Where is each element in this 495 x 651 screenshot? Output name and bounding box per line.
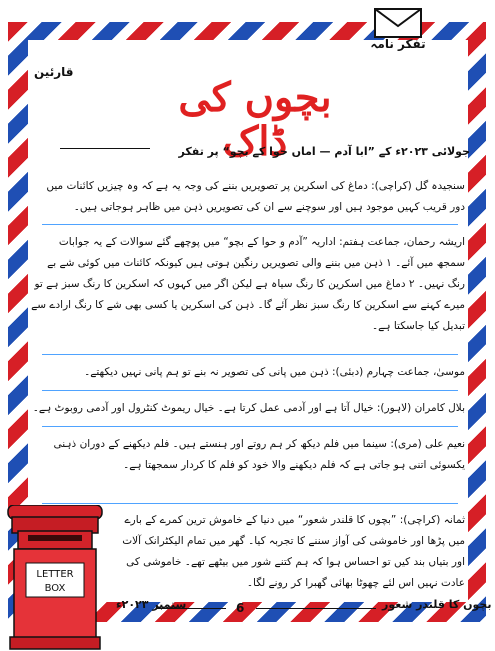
footer-date: ستمبر ۲۰۲۳ء [116, 598, 187, 611]
separator [42, 354, 458, 355]
readers-label: قارئین [34, 65, 74, 79]
separator [42, 503, 458, 504]
footer-rule [256, 608, 376, 609]
envelope-icon [374, 8, 422, 38]
letter-entry: اریشہ رحمان، جماعت ہفتم: اداریہ ”آدم و حوا کے بچو“ میں پوچھے گئے سوالات کے یہ جوابات سمجھ میں آئے۔ ۱ ذہن میں بننے والی تصویریں رنگین ہوتی ہیں کیونکہ کائنات میں کوئی شے بے رنگ نہیں۔ ۲ دماغ میں اسکرین کا رنگ سیاہ ہے لیکن اگر میں کہوں کہ اسکرین کا رنگ سبز ہے تو میرے کہنے سے اسکرین کا رنگ سبز نظر آئے گا۔ ذہن کی اسکرین یا کسی بھی شے کا رنگ ارادے سے تبدیل کیا جاسکتا ہے۔ [31, 236, 465, 332]
page-number: 6 [236, 601, 245, 615]
footer-magazine-name: بچوں کا قلندر شعور [382, 598, 492, 611]
separator [42, 426, 458, 427]
letter-entry: سنجیدہ گل (کراچی): دماغ کی اسکرین پر تصویریں بننے کی وجہ یہ ہے کہ وہ چیزیں کائنات میں دور قریب کہیں موجود ہیں اور سوچنے سے ان کی تصویریں ذہن میں ظاہر ہوجاتی ہیں۔ [46, 180, 465, 213]
mailbox-label: BOX [44, 583, 66, 594]
subtitle-rule [60, 148, 150, 149]
page-subtitle: جولائی ۲۰۲۳ء کے ”ابا آدم — اماں حوا کے بچو“ پر تفکر [178, 145, 470, 158]
letter-entry: نعیم علی (مری): سینما میں فلم دیکھ کر ہم روتے اور ہنستے ہیں۔ فلم دیکھنے کے دوران ذہنی یکسوئی اتنی ہو جاتی ہے کہ فلم دیکھنے والا خود کو فلم کا کردار سمجھتا ہے۔ [53, 438, 465, 471]
letter-entry: موسیٰ، جماعت چہارم (دبئی): ذہن میں پانی کی تصویر نہ بنے تو ہم پانی نہیں دیکھتے۔ [84, 366, 465, 378]
letter-entry: ثمانہ (کراچی): ”بچوں کا قلندر شعور“ میں دنیا کے خاموش ترین کمرے کے بارے میں پڑھا اور خاموشی کی آواز سننے کا تجربہ کیا۔ گھر میں تمام الیکٹرانک آلات اور بتیاں بند کیں تو احساس ہوا کہ ہم کتنے شور میں بیٹھے تھے۔ خاموشی کی عادت نہیں اس لئے چھوٹا بھائی گھبرا کر رونے لگا۔ [122, 514, 465, 589]
letter-entry: بلال کامران (لاہور): خیال آتا ہے اور آدمی عمل کرتا ہے۔ خیال ریموٹ کنٹرول اور آدمی روبوٹ ہے۔ [32, 402, 465, 414]
section-label: تفکر نامہ [370, 37, 426, 51]
mailbox-label: LETTER [36, 569, 74, 580]
separator [42, 390, 458, 391]
separator [42, 224, 458, 225]
page-title: بچوں کی ڈاک [178, 74, 332, 165]
mailbox-icon [0, 505, 110, 651]
